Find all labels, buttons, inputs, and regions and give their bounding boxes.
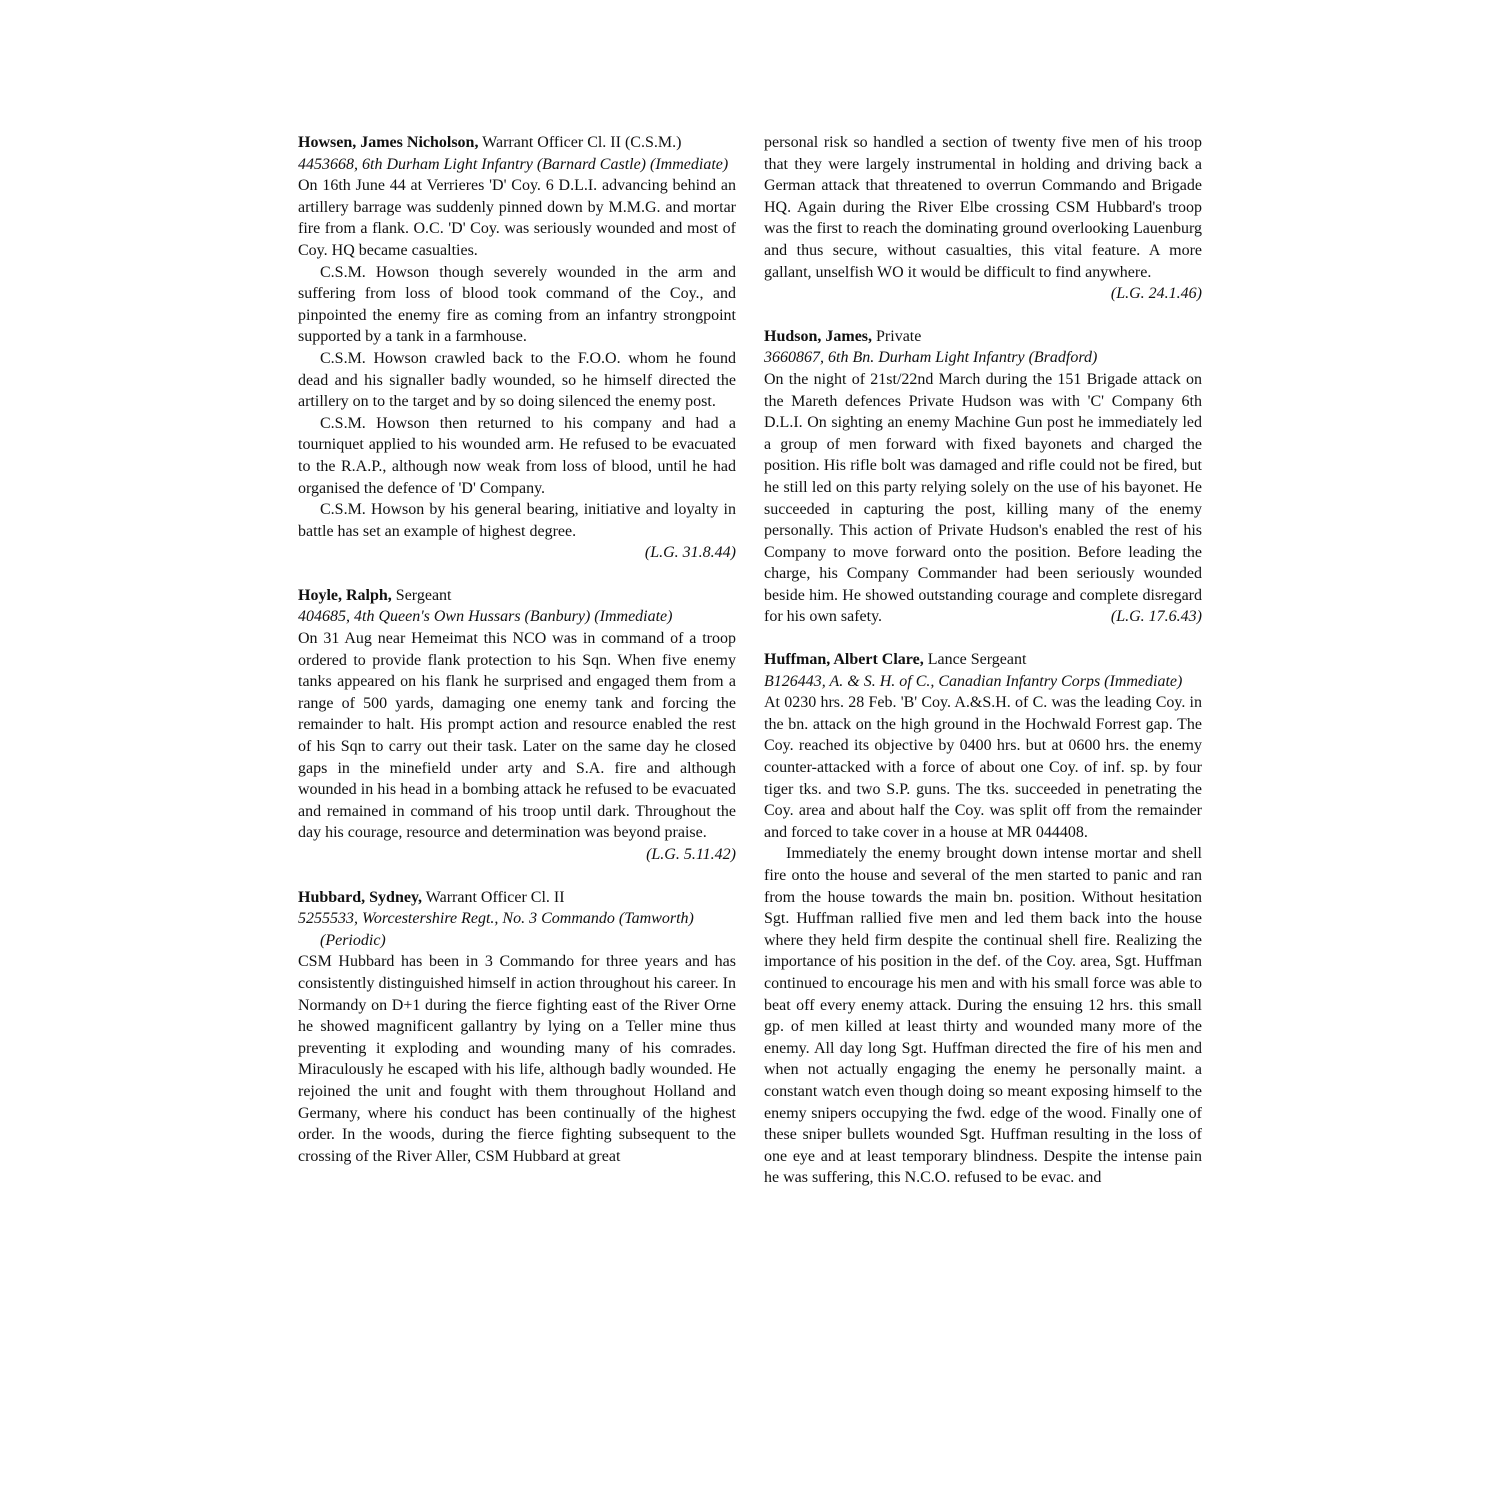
entry-hudson [764, 326, 1202, 628]
right-column [764, 132, 1202, 1210]
entry-rank: Warrant Officer Cl. II [422, 888, 565, 906]
entry-paragraph: C.S.M. Howson though severely wounded in the arm and suffering from loss of blood took command of the Coy., and pinpointed the enemy fire as coming from an infantry strongpoint supported by a tank in a farmhouse. [298, 263, 736, 346]
gazette-reference: (L.G. 24.1.46) [1110, 285, 1202, 303]
paragraph-text: On the night of 21st/22nd March during the 151 Brigade attack on the Mareth defences Private Hudson was with 'C' Company 6th D.L.I. On sighting an enemy Machine Gun post he immediately led a group of men forward with fixed bayonets and charged the position. His rifle bolt was damaged and rifle could not be fired, but he still led on this party relying solely on the use of his bayonet. He succeeded in capturing the post, killing many of the enemy personally. This action of Private Hudson's enabled the rest of his Company to move forward onto the position. Before leading the charge, his Company Commander had been seriously wounded beside him. He showed outstanding courage and complete disregard for his own safety. [764, 370, 1202, 626]
entry-name: Hubbard, Sydney, [298, 888, 423, 906]
entry-unit: 4453668, 6th Durham Light Infantry (Barnard Castle) (Immediate) [298, 155, 729, 173]
entry-paragraph: Immediately the enemy brought down intense mortar and shell fire onto the house and several of the men started to panic and ran from the house towards the main bn. position. Without hesitation Sgt. Huffman rallied five men and led them back into the house where they held firm despite the continual shell fire. Realizing the importance of his position in the def. of the Coy. area, Sgt. Huffman continued to encourage his men and with his small force was able to beat off every enemy attack. During the ensuing 12 hrs. this small gp. of men killed at least thirty and wounded many more of the enemy. All day long Sgt. Huffman directed the fire of his men and when not actually engaging the enemy he personally maint. a constant watch even though doing so meant exposing himself to the enemy snipers occupying the fwd. edge of the wood. Finally one of these sniper bullets wounded Sgt. Huffman resulting in the loss of one eye and at least temporary blindness. Despite the intense pain he was suffering, this N.C.O. refused to be evac. and [764, 845, 1202, 1187]
entry-heading [764, 649, 1202, 671]
entry-rank: Private [872, 327, 922, 345]
left-column [298, 132, 736, 1188]
entry-unit: 5255533, Worcestershire Regt., No. 3 Commando (Tamworth) (Periodic) [298, 910, 694, 949]
entry-name: Hoyle, Ralph, [298, 586, 392, 604]
entry-unit: 404685, 4th Queen's Own Hussars (Banbury) (Immediate) [298, 608, 673, 626]
entry-paragraph: C.S.M. Howson crawled back to the F.O.O. whom he found dead and his signaller badly wounded, so he himself directed the artillery on to the target and by so doing silenced the enemy post. [298, 349, 736, 411]
entry-rank: Warrant Officer Cl. II (C.S.M.) [478, 134, 682, 151]
gazette-reference: (L.G. 31.8.44) [644, 544, 736, 562]
entry-rank: Sergeant [391, 586, 452, 604]
entry-paragraph: At 0230 hrs. 28 Feb. 'B' Coy. A.&S.H. of C. was the leading Coy. in the bn. attack on the high ground in the Hochwald Forrest gap. The Coy. reached its objective by 0400 hrs. but at 0600 hrs. the enemy counter-attacked with a force of about one Coy. of inf. sp. by four tiger tks. and two S.P. guns. The tks. succeeded in penetrating the Coy. area and about half the Coy. was split off from the remainder and forced to take cover in a house at MR 044408. [764, 694, 1202, 841]
entry-paragraph [764, 369, 1202, 628]
gazette-reference: (L.G. 17.6.43) [1110, 608, 1202, 626]
entry-name: Howsen, James Nicholson, [298, 134, 479, 151]
entry-rank: Lance Sergeant [923, 651, 1027, 669]
entry-unit: 3660867, 6th Bn. Durham Light Infantry (Bradford) [764, 349, 1098, 367]
entry-hubbard-continued [764, 132, 1202, 305]
entry-paragraph: On 31 Aug near Hemeimat this NCO was in command of a troop ordered to provide flank protection to his Sqn. When five enemy tanks appeared on his flank he surprised and engaged them from a range of 500 yards, damaging one enemy tank and forcing the remainder to halt. His prompt action and resource enabled the rest of his Sqn to carry out their task. Later on the same day he closed gaps in the minefield under arty and S.A. fire and although wounded in his head in a bombing attack he refused to be evacuated and remained in command of his troop until dark. Throughout the day his courage, resource and determination was beyond praise. [298, 630, 736, 842]
entry-hoyle [298, 585, 736, 866]
entry-heading [764, 326, 1202, 348]
entry-unit: B126443, A. & S. H. of C., Canadian Infantry Corps (Immediate) [764, 672, 1183, 690]
entry-huffman [764, 649, 1202, 1189]
entry-paragraph: C.S.M. Howson by his general bearing, initiative and loyalty in battle has set an example of highest degree. [298, 501, 736, 540]
entry-heading [298, 585, 736, 607]
gazette-reference: (L.G. 5.11.42) [646, 846, 736, 863]
entry-hubbard [298, 887, 736, 1168]
entry-paragraph: C.S.M. Howson then returned to his company and had a tourniquet applied to his wounded arm. He refused to be evacuated to the R.A.P., although now weak from loss of blood, until he had organised the defence of 'D' Company. [298, 414, 736, 497]
entry-heading [298, 887, 736, 909]
entry-paragraph: CSM Hubbard has been in 3 Commando for three years and has consistently distinguished himself in action throughout his career. In Normandy on D+1 during the fierce fighting east of the River Orne he showed magnificent gallantry by lying on a Teller mine thus preventing it exploding and wounding many of his comrades. Miraculously he escaped with his life, although badly wounded. He rejoined the unit and fought with them throughout Holland and Germany, where his conduct has been continually of the highest order. In the woods, during the fierce fighting subsequent to the crossing of the River Aller, CSM Hubbard at great [298, 953, 736, 1165]
entry-name: Hudson, James, [764, 327, 873, 345]
entry-howsen [298, 132, 736, 564]
entry-paragraph [764, 132, 1202, 303]
entry-paragraph: On 16th June 44 at Verrieres 'D' Coy. 6 D.L.I. advancing behind an artillery barrage was suddenly pinned down by M.M.G. and mortar fire from a flank. O.C. 'D' Coy. was seriously wounded and most of Coy. HQ became casualties. [298, 177, 736, 259]
entry-heading [298, 132, 736, 154]
continuation-text: personal risk so handled a section of twenty five men of his troop that they were largely instrumental in holding and driving back a German attack that threatened to overrun Commando and Brigade HQ. Again during the River Elbe crossing CSM Hubbard's troop was the first to reach the dominating ground overlooking Lauenburg and thus secure, without casualties, this vital feature. A more gallant, unselfish WO it would be difficult to find anywhere. [764, 134, 1202, 281]
entry-name: Huffman, Albert Clare, [764, 651, 924, 669]
